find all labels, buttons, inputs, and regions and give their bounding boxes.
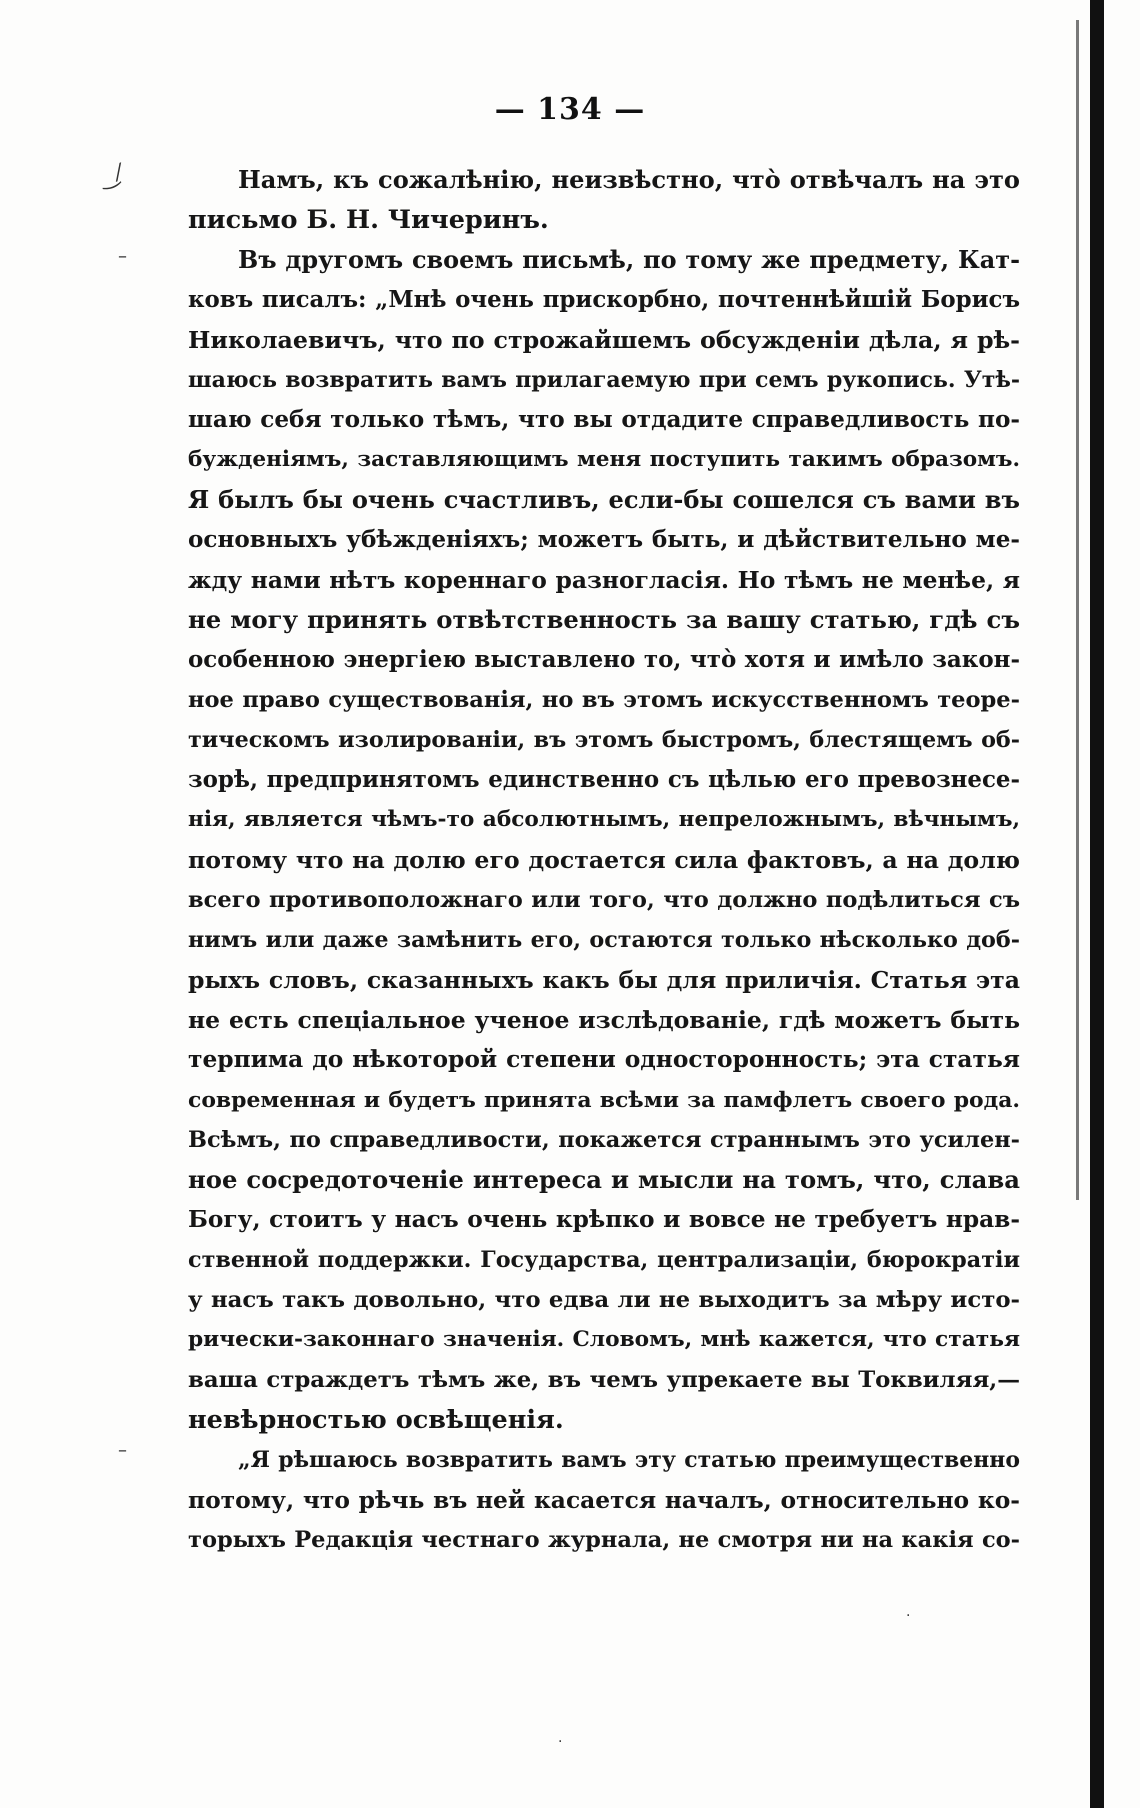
text-line: шаю себя только тѣмъ, что вы отдадите справедливость по- xyxy=(188,406,1020,433)
text-line: ковъ писалъ: „Мнѣ очень прискорбно, почтеннѣйшій Борисъ xyxy=(188,287,1020,313)
paragraph-2 xyxy=(188,240,1020,1440)
margin-dash-mark: – xyxy=(118,246,127,267)
text-line: основныхъ убѣжденіяхъ; можетъ быть, и дѣйствительно ме- xyxy=(188,526,1020,553)
text-line: Николаевичъ, что по строжайшемъ обсужденіи дѣла, я рѣ- xyxy=(188,326,1020,354)
text-line: рыхъ словъ, сказанныхъ какъ бы для приличія. Статья эта xyxy=(188,966,1020,994)
text-line: всего противоположнаго или того, что должно подѣлиться съ xyxy=(188,887,1020,913)
ink-speck: · xyxy=(558,1734,563,1750)
text-line: потому, что рѣчь въ ней касается началъ, относительно ко- xyxy=(188,1486,1020,1514)
text-line: ственной поддержки. Государства, централизаціи, бюрократіи xyxy=(188,1247,1020,1273)
text-line: не есть спеціальное ученое изслѣдованіе, гдѣ можетъ быть xyxy=(188,1006,1020,1034)
paragraph-1 xyxy=(188,160,1020,240)
text-line: Въ другомъ своемъ письмѣ, по тому же предмету, Кат- xyxy=(238,246,1020,274)
text-line: Намъ, къ сожалѣнію, неизвѣстно, что̀ отвѣчалъ на это xyxy=(238,165,1020,194)
text-line: Всѣмъ, по справедливости, покажется страннымъ это усилен- xyxy=(188,1127,1020,1153)
text-line: особенною энергіею выставлено то, что̀ хотя и имѣло закон- xyxy=(188,646,1020,673)
text-line: Я былъ бы очень счастливъ, если-бы сошелся съ вами въ xyxy=(188,485,1020,514)
text-line: бужденіямъ, заставляющимъ меня поступить такимъ образомъ. xyxy=(188,447,1020,472)
text-line: нія, является чѣмъ-то абсолютнымъ, непреложнымъ, вѣчнымъ, xyxy=(188,807,1020,832)
page-edge-shadow xyxy=(1090,0,1104,1808)
text-line: тическомъ изолированіи, въ этомъ быстромъ, блестящемъ об- xyxy=(188,727,1020,753)
text-line: нимъ или даже замѣнить его, остаются только нѣсколько доб- xyxy=(188,927,1020,953)
body-text xyxy=(188,160,1020,1560)
text-line: у насъ такъ довольно, что едва ли не выходитъ за мѣру исто- xyxy=(188,1287,1020,1313)
text-line: не могу принять отвѣтственность за вашу статью, гдѣ съ xyxy=(188,605,1020,634)
page-edge-line xyxy=(1076,20,1079,1200)
ink-speck: · xyxy=(906,1608,911,1624)
text-line: невѣрностью освѣщенія. xyxy=(188,1405,564,1435)
text-line: терпима до нѣкоторой степени односторонность; эта статья xyxy=(188,1046,1020,1073)
text-line: письмо Б. Н. Чичеринъ. xyxy=(188,205,549,235)
text-line: „Я рѣшаюсь возвратить вамъ эту статью преимущественно xyxy=(238,1447,1020,1473)
text-line: зорѣ, предпринятомъ единственно съ цѣлью его превознесе- xyxy=(188,766,1020,793)
text-line: жду нами нѣтъ кореннаго разногласія. Но тѣмъ не менѣе, я xyxy=(188,566,1020,594)
text-line: Богу, стоитъ у насъ очень крѣпко и вовсе не требуетъ нрав- xyxy=(188,1206,1020,1233)
text-line: современная и будетъ принята всѣми за памфлетъ своего рода. xyxy=(188,1087,1020,1113)
text-line: шаюсь возвратить вамъ прилагаемую при семъ рукопись. Утѣ- xyxy=(188,367,1020,393)
paragraph-3 xyxy=(188,1440,1020,1560)
text-line: ное право существованія, но въ этомъ искусственномъ теоре- xyxy=(188,687,1020,713)
margin-dash-mark: – xyxy=(118,1440,127,1461)
text-line: потому что на долю его достается сила фактовъ, а на долю xyxy=(188,846,1020,874)
text-line: ное сосредоточеніе интереса и мысли на томъ, что, слава xyxy=(188,1165,1020,1194)
text-line: торыхъ Редакція честнаго журнала, не смотря ни на какія со- xyxy=(188,1527,1020,1553)
page-number: — 134 — xyxy=(494,92,646,127)
margin-tick-mark: ‿⁄ xyxy=(96,161,125,192)
text-line: рически-законнаго значенія. Словомъ, мнѣ кажется, что статья xyxy=(188,1327,1020,1352)
text-line: ваша страждетъ тѣмъ же, въ чемъ упрекаете вы Токвиляя,— xyxy=(188,1367,1020,1393)
